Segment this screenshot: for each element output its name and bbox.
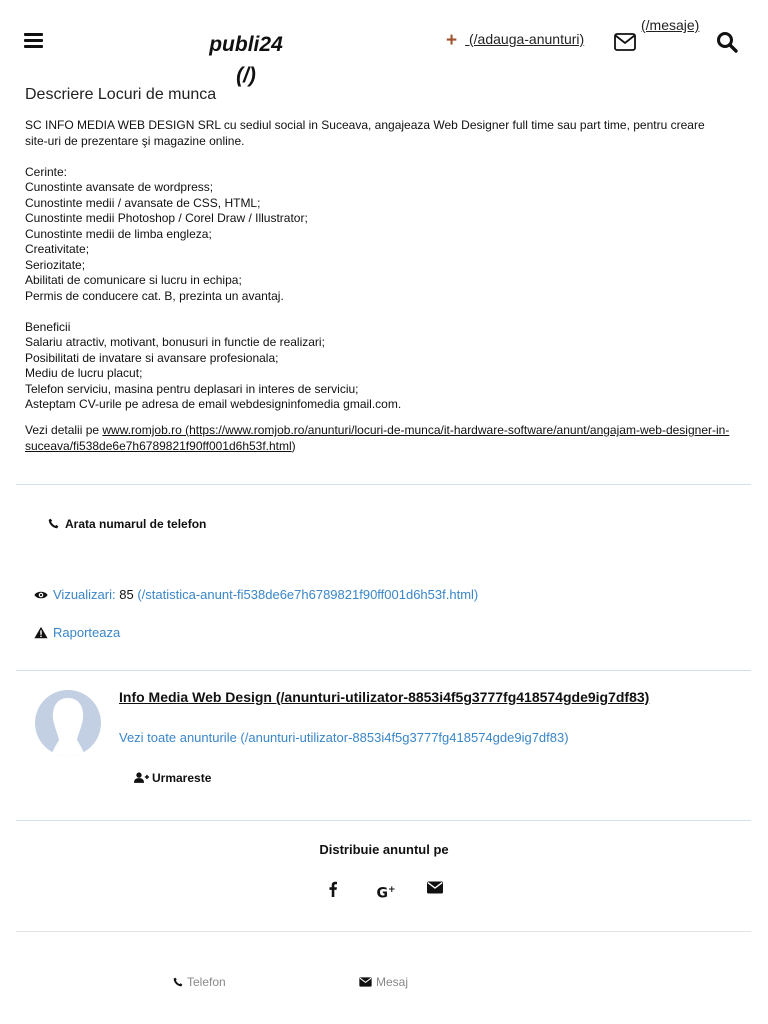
views-stat [34, 587, 478, 602]
description-title: Descriere Locuri de munca [25, 86, 217, 103]
envelope-icon[interactable] [614, 33, 636, 51]
description-benefits: Beneficii Salariu atractiv, motivant, bonusuri in functie de realizari; Posibilitati de invatare si avansare profesionala; Mediu de lucru placut; Telefon serviciu, masina pentru deplasari in interes de serviciu; Asteptam CV-urile pe adresa de email webdesigninfomedia gmail.com. [25, 319, 402, 411]
details-suffix: ) [291, 438, 296, 453]
user-name-link[interactable]: Info Media Web Design (/anunturi-utilizator-8853i4f5g3777fg418574gde9ig7df83) [119, 689, 650, 705]
details-prefix: Vezi detalii pe [25, 423, 103, 437]
phone-icon [173, 977, 183, 987]
site-logo-link[interactable] [196, 29, 296, 91]
phone-icon [48, 518, 59, 529]
divider [16, 820, 751, 821]
divider [16, 670, 751, 671]
report-link[interactable] [34, 625, 120, 640]
share-title: Distribuie anuntul pe [319, 842, 449, 857]
logo-text: publi24 [209, 33, 283, 56]
avatar[interactable] [35, 690, 101, 756]
view-all-ads-link[interactable]: Vezi toate anunturile (/anunturi-utilizator-8853i4f5g3777fg418574gde9ig7df83) [119, 730, 569, 745]
logo-link-path: (/) [236, 64, 256, 87]
facebook-icon[interactable] [323, 881, 343, 899]
divider [16, 484, 751, 485]
bottom-phone-label: Telefon [187, 975, 226, 989]
details-line [25, 423, 745, 454]
plus-icon: + [446, 30, 458, 51]
description-requirements: Cerinte: Cunostinte avansate de wordpress; Cunostinte medii / avansate de CSS, HTML; Cunostinte medii Photoshop / Corel Draw / Illustrator; Cunostinte medii de limba engleza; Creativitate; Seriozitate; Abilitati de comunicare si lucru in echipa; Permis de conducere cat. B, prezinta un avantaj. [25, 164, 308, 303]
show-phone-button[interactable] [48, 517, 206, 531]
search-icon[interactable] [716, 31, 738, 58]
eye-icon [34, 589, 48, 601]
google-plus-sign: + [387, 885, 396, 895]
warning-icon [34, 626, 48, 639]
views-count: 85 [119, 587, 134, 602]
follow-label: Urmareste [152, 771, 212, 785]
details-source-link[interactable]: www.romjob.ro (https://www.romjob.ro/anunturi/locuri-de-munca/it-hardware-software/anunt/angajam-web-designer-in-suceava/fi538de6e7h6789821f90ff001d6h53f.html [25, 423, 730, 453]
statistics-link[interactable]: (/statistica-anunt-fi538de6e7h6789821f90ff001d6h53f.html) [137, 587, 479, 602]
envelope-icon [359, 977, 372, 987]
header [0, 0, 768, 88]
google-plus-icon[interactable] [376, 881, 396, 902]
bottom-message-label: Mesaj [376, 975, 409, 989]
add-ad-link[interactable] [446, 30, 584, 52]
views-label: Vizualizari: [53, 587, 116, 602]
report-label: Raporteaza [53, 625, 121, 640]
messages-link[interactable]: (/mesaje) [641, 17, 700, 33]
bottom-message-button[interactable] [359, 975, 408, 989]
bottom-phone-button[interactable] [173, 975, 226, 989]
follow-button[interactable] [134, 771, 211, 785]
divider [16, 931, 751, 932]
google-plus-letter: G [376, 885, 388, 902]
menu-icon[interactable] [24, 32, 44, 50]
add-ad-label: (/adauga-anunturi) [465, 31, 585, 47]
description-body [25, 118, 745, 413]
description-intro: SC INFO MEDIA WEB DESIGN SRL cu sediul social in Suceava, angajeaza Web Designer full time sau part time, pentru creare site-uri de prezentare şi magazine online. [25, 118, 705, 148]
email-share-icon[interactable] [425, 881, 445, 899]
user-plus-icon [134, 772, 149, 783]
show-phone-label: Arata numarul de telefon [65, 517, 207, 531]
